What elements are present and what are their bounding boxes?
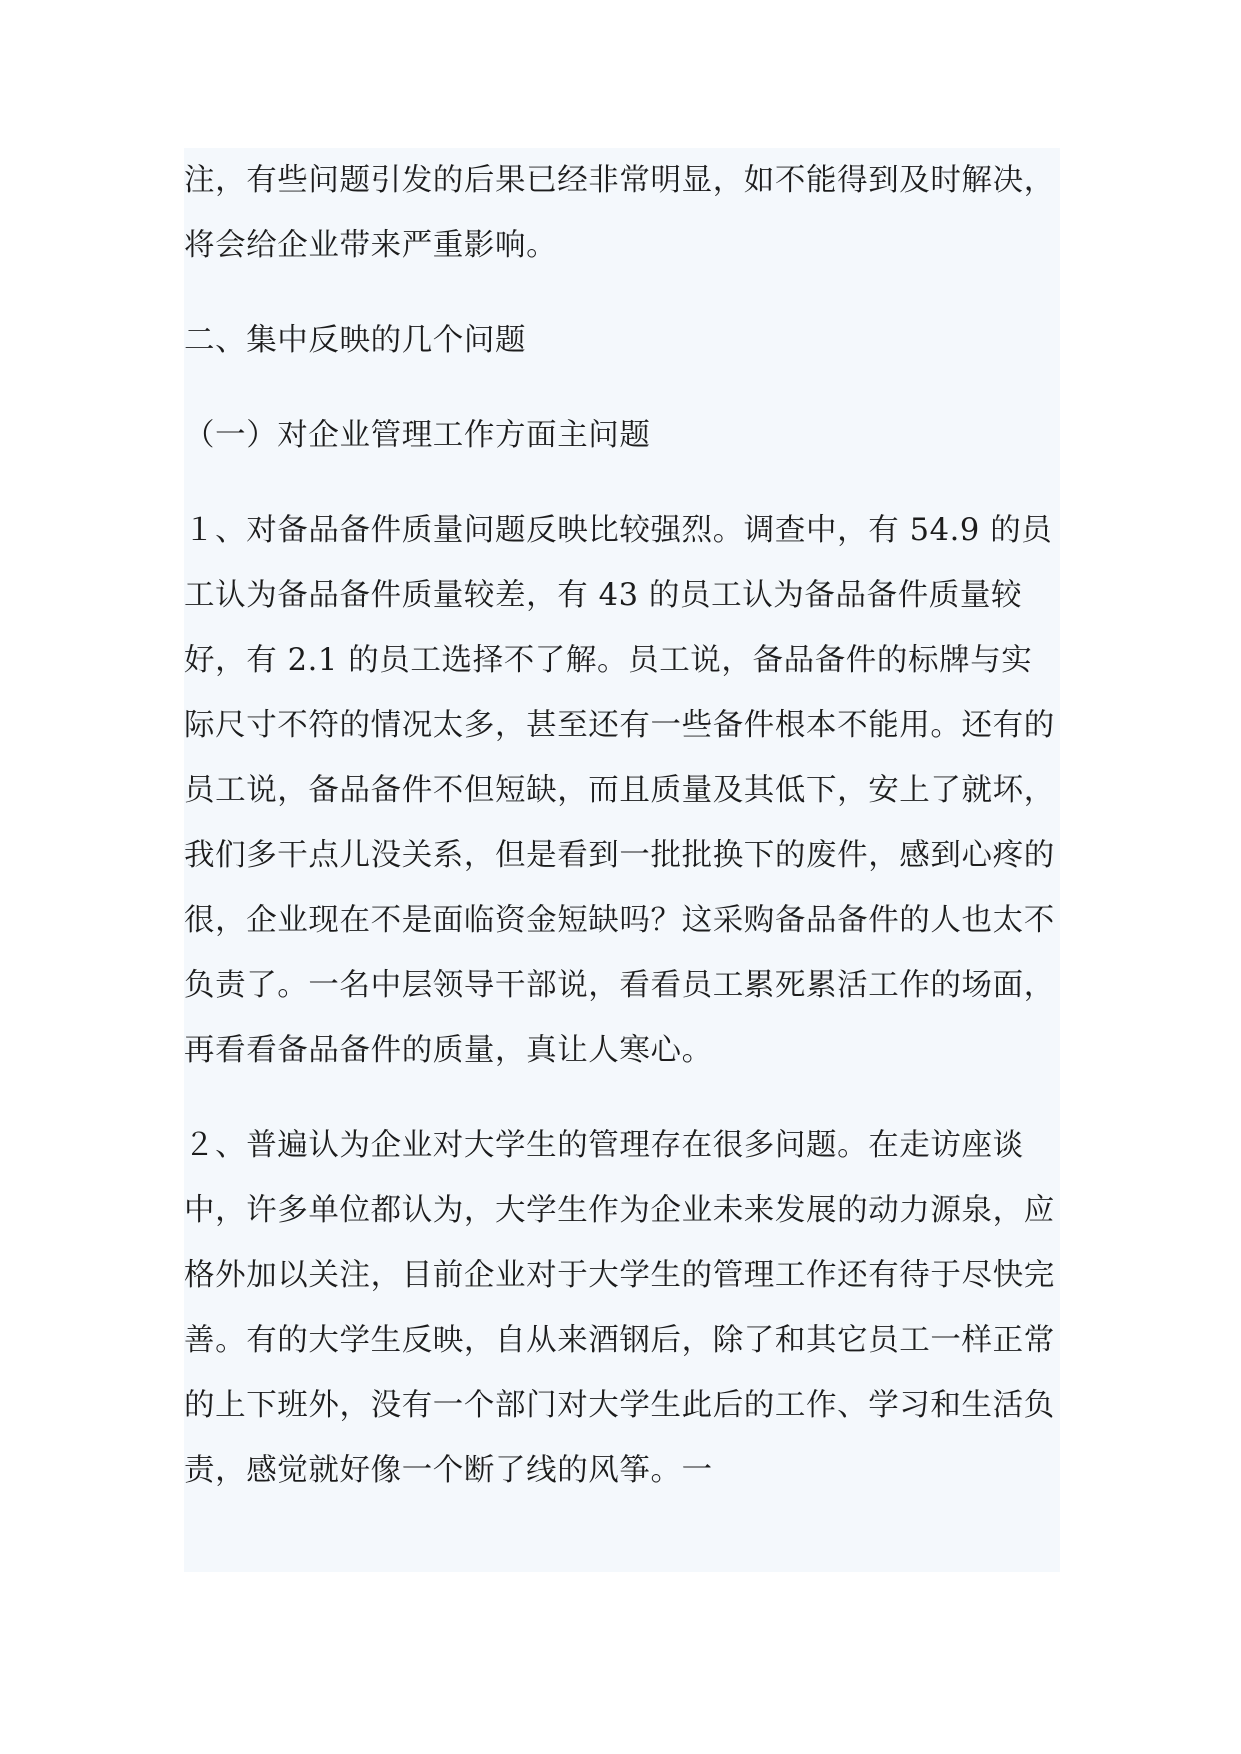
paragraph-intro-continued: 注，有些问题引发的后果已经非常明显，如不能得到及时解决，将会给企业带来严重影响。 (184, 163, 1055, 263)
paragraph-item-1: １、对备品备件质量问题反映比较强烈。调查中，有 54.9 的员工认为备品备件质量较差，有 43 的员工认为备品备件质量较好，有 2.1 的员工选择不了解。员工说，备品备件的标牌与实际尺寸不符的情况太多，甚至还有一些备件根本不能用。还有的员工说，备品备件不但短缺，而且质量及其低下，安上了就坏，我们多干点儿没关系，但是看到一批批换下的废件，感到心疼的很，企业现在不是面临资金短缺吗？这采购备品备件的人也太不负责了。一名中层领导干部说，看看员工累死累活工作的场面，再看看备品备件的质量，真让人寒心。 (184, 513, 1055, 1068)
section-heading: 二、集中反映的几个问题 (184, 323, 527, 358)
subsection-heading: （一）对企业管理工作方面主问题 (184, 418, 651, 453)
paragraph-item-2: ２、普遍认为企业对大学生的管理存在很多问题。在走访座谈中，许多单位都认为，大学生作为企业未来发展的动力源泉，应格外加以关注，目前企业对于大学生的管理工作还有待于尽快完善。有的大学生反映，自从来酒钢后，除了和其它员工一样正常的上下班外，没有一个部门对大学生此后的工作、学习和生活负责，感觉就好像一个断了线的风筝。一 (184, 1128, 1055, 1488)
document-text-block (184, 148, 1060, 1572)
